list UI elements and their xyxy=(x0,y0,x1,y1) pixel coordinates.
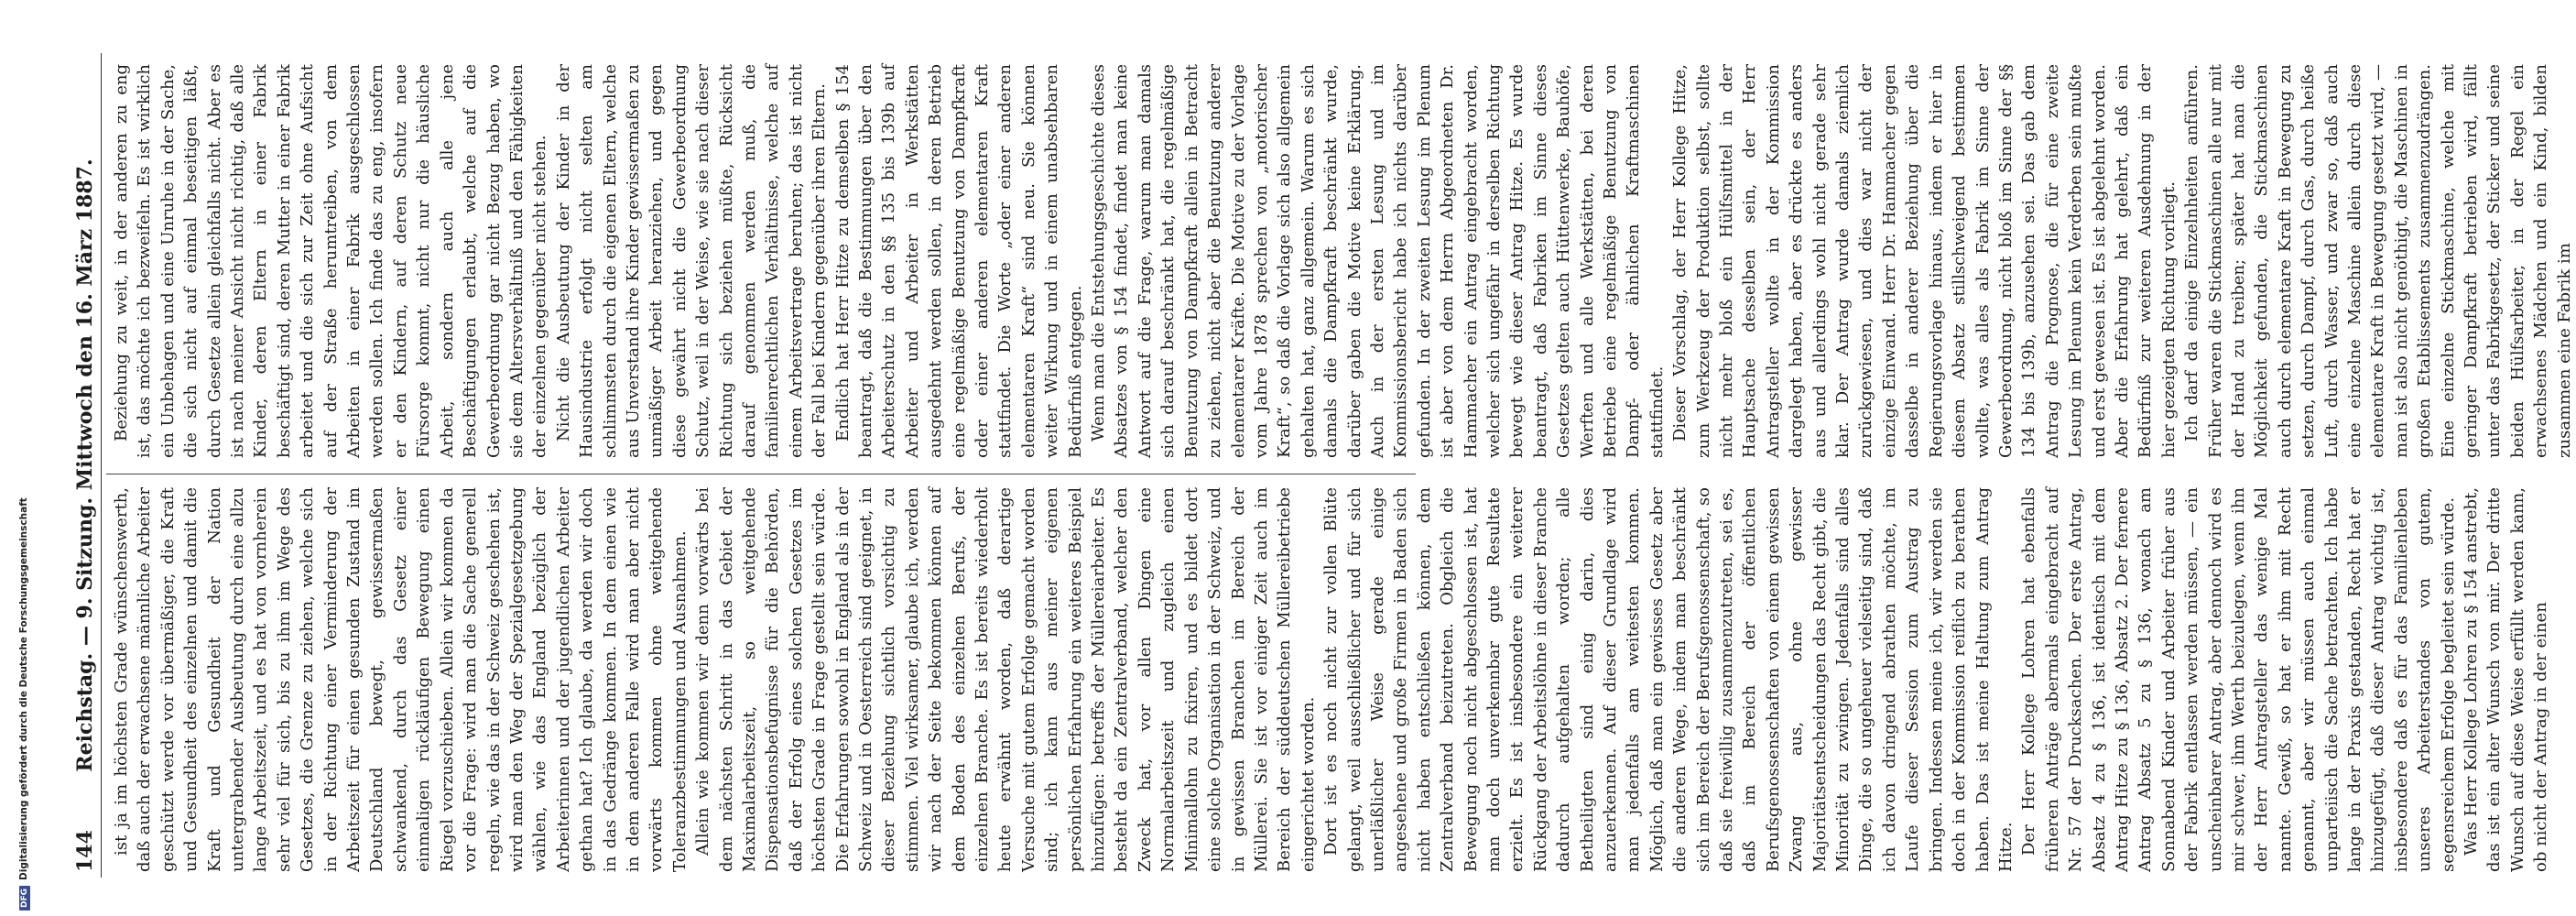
running-title: Reichstag. — 9. Sitzung. Mittwoch den 16. März 1887. xyxy=(73,158,97,772)
document-page xyxy=(70,53,2574,878)
credit-text: Digitalisierung gefördert durch die Deutsche Forschungsgemeinschaft xyxy=(18,497,29,880)
paragraph: Der Herr Kollege Lohren hat ebenfalls früheren Anträge abermals eingebracht auf Nr. 57 der Drucksachen. Der erste Antrag, Absatz 4 zu § 136, ist identisch mit dem Antrag Hitze zu § 136, Absatz 2. Der fernere Antrag Absatz 5 zu § 136, wonach am Sonnabend Kinder und Arbeiter früher aus der Fabrik entlassen werden müssen, — ein unscheinbarer Antrag, aber dennoch wird es mir schwer, ihm Werth beizulegen, wenn ihn der Herr Antragsteller das wenige Mal nannte. Gewiß, so hat er ihm mit Recht genannt, aber wir müssen auch einmal unparteiisch die Sache betrachten. Ich habe lange in der Praxis gestanden, Recht hat er hinzugefügt, daß dieser Antrag wichtig ist, insbesondere daß es für das Familienleben unseres Arbeiterstandes von gutem, segensreichem Erfolge begleitet sein würde. xyxy=(2019,487,2458,872)
paragraph: Wenn man die Entstehungsgeschichte dieses Absatzes von § 154 findet, findet man keine Antwort auf die Frage, warum man damals sich darauf beschränkt hat, die regelmäßige Benutzung von Dampfkraft allein in Betracht zu ziehen, nicht aber die Benutzung anderer elementarer Kräfte. Die Motive zu der Vorlage vom Jahre 1878 sprechen von „motorischer Kraft“, so daß die Vorlage sich also allgemein gehalten hat, ganz allgemein. Warum es sich damals die Dampfkraft beschränkt wurde, darüber gaben die Motive keine Erklärung. Auch in der ersten Lesung und im Kommissionsbericht habe ich nichts darüber gefunden. In der zweiten Lesung im Plenum ist aber von dem Herrn Abgeordneten Dr. Hammacher ein Antrag eingebracht worden, welcher sich ungefähr in derselben Richtung bewegt wie dieser Antrag Hitze. Es wurde beantragt, daß Fabriken im Sinne dieses Gesetzes gelten auch Hüttenwerke, Bauhöfe, Werften und alle Werkstätten, bei deren Betriebe eine regelmäßige Benutzung von Dampf- oder ähnlichen Kraftmaschinen stattfindet. xyxy=(1089,64,1667,458)
paragraph: Nicht die Ausbeutung der Kinder in der Hausindustrie erfolgt nicht selten am schlimmsten durch die eigenen Eltern, welche aus Unverstand ihre Kinder gewissermaßen zu unmäßiger Arbeit heranziehen, und gegen diese gewährt nicht die Gewerbeordnung Schutz, weil in der Weise, wie sie nach dieser Richtung sich beziehen müßte, Rücksicht darauf genommen werden muß, die familienrechtlichen Verhältnisse, welche auf einem Arbeitsvertrage beruhen; das ist nicht der Fall bei Kindern gegenüber ihren Eltern. xyxy=(553,64,830,458)
page-header xyxy=(70,53,102,878)
dfg-logo-icon: DFG xyxy=(19,886,30,911)
paragraph: Was Herr Kollege Lohren zu § 154 anstrebt, das ist ein alter Wunsch von mir. Der dritte Wunsch auf diese Weise erfüllt werden kann, ob nicht der Antrag in der einen xyxy=(2462,487,2551,872)
digitization-credit xyxy=(18,4,30,911)
paragraph: Dieser Vorschlag, der Herr Kollege Hitze, zum Werkzeug der Produktion selbst, sollte nicht mehr bloß ein Hülfsmittel in der Hauptsache desselben sein, der Herr Antragsteller wollte in der Kommission dargelegt haben, aber es drückte es anders aus und allerdings wohl nicht gerade sehr klar. Der Antrag wurde damals ziemlich zurückgewiesen, und dies war nicht der einzige Einwand. Herr Dr. Hammacher gegen dasselbe in anderer Beziehung über die Regierungsvorlage hinaus, indem er hier in diesem Absatz stillschweigend bestimmen wollte, was alles als Fabrik im Sinne der Gewerbeordnung, nicht bloß im Sinne der §§ 134 bis 139b, anzusehen sei. Das gab dem Antrag die Prognose, die für eine zweite Lesung im Plenum kein Verderben sein mußte und erst gewesen ist. Es ist abgelehnt worden. Aber die Erfahrung hat gelehrt, daß ein Bedürfniß zur weiteren Ausdehnung in der hier gezeigten Richtung vorliegt. xyxy=(1670,64,2179,458)
paragraph: Endlich hat Herr Hitze zu demselben § 154 beantragt, daß die Bestimmungen über den Arbeiterschutz in den §§ 135 bis 139b auf Arbeiter und Arbeiter in Werkstätten ausgedehnt werden sollen, in deren Betrieb eine regelmäßige Benutzung von Dampfkraft oder einer anderen elementaren Kraft stattfindet. Die Worte „oder einer anderen elementaren Kraft“ sind neu. Sie können weiter Wirkung und in einem unabsehbaren Bedürfniß entgegen. xyxy=(832,64,1085,458)
paragraph: Dort ist es noch nicht zur vollen Blüte gelangt, weil ausschließlicher und für sich unerläßlicher Weise gerade einige angesehene und große Firmen in Baden sich nicht haben entschließen können, dem Zentralverband beizutreten. Obgleich die Bewegung noch nicht abgeschlossen ist, hat man doch unverkennbar gute Resultate erzielt. Es ist insbesondere ein weiterer Rückgang der Arbeitslöhne in dieser Branche dadurch aufgehalten worden; alle Betheiligten sind einig darin, dies anzuerkennen. Auf dieser Grundlage wird man jedenfalls am weitesten kommen. Möglich, daß man ein gewisses Gesetz aber die anderen Wege, indem man beschränkt sich im Bereich der Berufsgenossenschaft, so daß sie freiwillig zusammenzutreten, sei es, daß im Bereich der öffentlichen Berufsgenossenschaften von einem gewissen Zwang aus, ohne gewisser Majoritätsentscheidungen das Recht gibt, die Minorität zu zwingen. Jedenfalls sind alles Dinge, die so ungeheuer vielseitig sind, daß ich davon dringend abrathen möchte, im Laufe dieser Session zum Austrag zu bringen. Indessen meine ich, wir werden sie doch in der Kommission reiflich zu berathen haben. Das ist meine Haltung zum Antrag Hitze. xyxy=(1321,487,2016,872)
paragraph: Beziehung zu weit, in der anderen zu eng ist, das möchte ich bezweifeln. Es ist wirklich ein Unbehagen und eine Unruhe in der Sache, die sich nicht auf einmal beseitigen läßt, durch Gesetze allein gleichfalls nicht. Aber es ist nach meiner Ansicht nicht richtig, daß alle Kinder, deren Eltern in einer Fabrik beschäftigt sind, deren Mutter in einer Fabrik arbeitet und die sich zur Zeit ohne Aufsicht auf der Straße herumtreiben, von dem Arbeiten in einer Fabrik ausgeschlossen werden sollen. Ich finde das zu eng, insofern er den Kindern, auf deren Schutz neue Fürsorge kommt, nicht nur die häusliche Arbeit, sondern auch alle jene Beschäftigungen erlaubt, welche auf die Gewerbeordnung gar nicht Bezug haben, wo sie dem Altersverhältniß und den Fähigkeiten der einzelnen gegenüber nicht stehen. xyxy=(112,64,550,458)
paragraph: Ich darf da einige Einzelnheiten anführen. Früher waren die Stickmaschinen alle nur mit der Hand zu treiben; später hat man die Möglichkeit gefunden, die Stickmaschinen auch durch elementare Kraft in Bewegung zu setzen, durch Dampf, durch Gas, durch heiße Luft, durch Wasser, und zwar so, daß auch eine einzelne Maschine allein durch diese elementare Kraft in Bewegung gesetzt wird, — man ist also nicht genöthigt, die Maschinen in großen Etablissements zusammenzudrängen. Eine einzelne Stickmaschine, welche mit geringer Dampfkraft betrieben wird, fällt unter das Fabrikgesetz, der Sticker und seine beiden Hülfsarbeiter, in der Regel ein erwachsenes Mädchen und ein Kind, bilden zusammen eine Fabrik im xyxy=(2182,64,2574,458)
page-number: 144 xyxy=(73,830,97,872)
right-column xyxy=(110,64,2574,458)
paragraph: Allein wie kommen wir denn vorwärts bei dem nächsten Schritt in das Gebiet der Maximalarbeitszeit, so weitgehende Dispensationsbefugnisse für die Behörden, daß der Erfolg eines solchen Gesetzes im höchsten Grade in Frage gestellt sein würde. Die Erfahrungen sowohl in England als in der Schweiz und in Oesterreich sind geeignet, in dieser Beziehung sichtlich vorsichtig zu stimmen. Viel wirksamer, glaube ich, werden wir nach der Seite bekommen können auf dem Boden des einzelnen Berufs, der einzelnen Branche. Es ist bereits wiederholt heute erwähnt worden, daß derartige Versuche mit gutem Erfolge gemacht worden sind; ich kann aus meiner eigenen persönlichen Erfahrung ein weiteres Beispiel hinzufügen: betreffs der Müllereiarbeiter. Es besteht da ein Zentralverband, welcher den Zweck hat, vor allen Dingen eine Normalarbeitszeit und zugleich einen Minimallohn zu fixiren, und es bildet dort eine solche Organisation in der Schweiz, und in gewissen Branchen im Bereich der Müllerei. Sie ist vor einiger Zeit auch im Bereich der süddeutschen Müllereibetriebe eingerichtet worden. xyxy=(693,487,1318,872)
paragraph: ist ja im höchsten Grade wünschenswerth, daß auch der erwachsene männliche Arbeiter geschützt werde vor übermäßiger, die Kraft und Gesundheit des einzelnen und damit die Kraft und Gesundheit der Nation untergrabender Ausbeutung durch eine allzu lange Arbeitszeit, und es hat von vornherein sehr viel für sich, bis zu ihm im Wege des Gesetzes, die Grenze zu ziehen, welche sich in der Richtung einer Verminderung der Arbeitszeit für einen gesunden Zustand im Deutschland bewegt, gewissermaßen schwankend, durch das Gesetz einer einmaligen rückläufigen Bewegung einen Riegel vorzuschieben. Allein wir kommen da vor die Frage: wird man die Sache generell regeln, wie das in der Schweiz geschehen ist, wird man den Weg der Spezialgesetzgebung wählen, wie das England bezüglich der Arbeiterinnen und der jugendlichen Arbeiter gethan hat? Ich glaube, da werden wir doch in das Gedränge kommen. In dem einen wie in dem anderen Falle wird man aber nicht vorwärts kommen ohne weitgehende Toleranzbestimmungen und Ausnahmen. xyxy=(112,487,690,872)
left-column xyxy=(110,487,2551,872)
